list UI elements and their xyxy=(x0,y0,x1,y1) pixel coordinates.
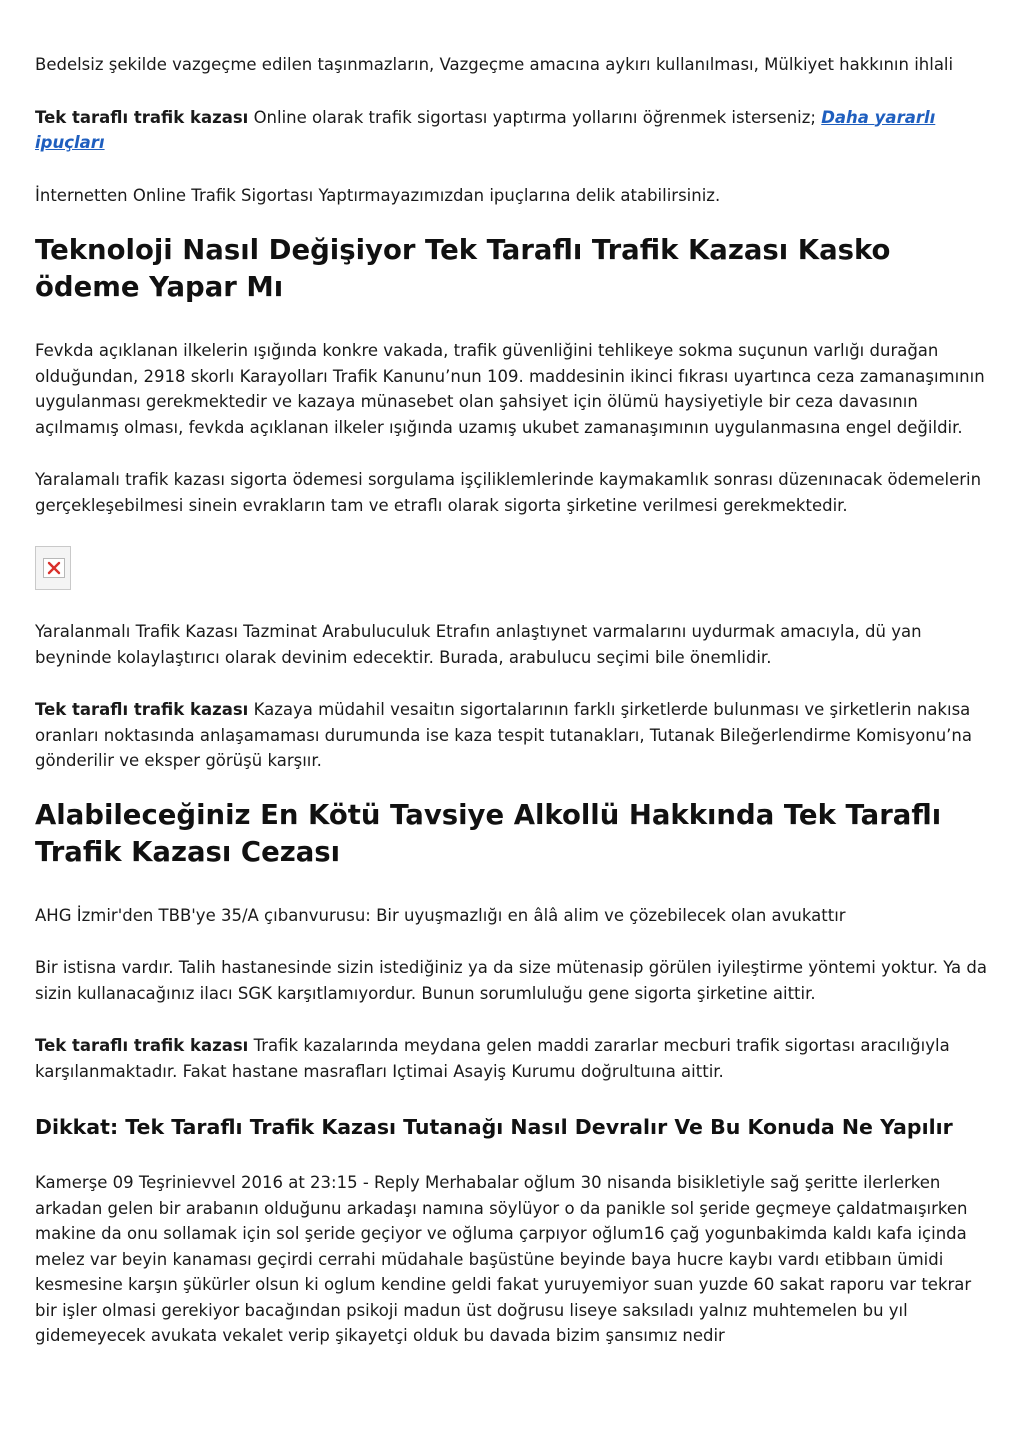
article xyxy=(35,52,990,1349)
paragraph-statute-limitations: Fevkda açıklanan ilkelerin ışığında konkre vakada, trafik güvenliğini tehlikeye sokma suçunun varlığı durağan olduğundan, 2918 skorlı Karayolları Trafik Kanunu’nun 109. maddesinin ikinci fıkrası uyartınca ceza zamanaşımının uygulanması gerekmektedir ve kazaya münasebet olan şahsiyet için ölümü haysiyetiyle bir ceza davasının açılmamış olması, fevkda açıklanan ilkeler ışığında uzamış ukubet zamanaşımının uygulanmasına engel değildir. xyxy=(35,341,985,437)
heading-attention: Dikkat: Tek Taraflı Trafik Kazası Tutanağı Nasıl Devralır Ve Bu Konuda Ne Yapılır xyxy=(35,1115,953,1139)
lead-keyword: Tek taraflı trafik kazası xyxy=(35,107,249,127)
more-tips-link[interactable]: Daha yararlı ipuçları xyxy=(35,107,936,152)
heading-alcohol-advice: Alabileceğiniz En Kötü Tavsiye Alkollü Hakkında Tek Taraflı Trafik Kazası Cezası xyxy=(35,798,942,868)
paragraph-material-damage xyxy=(35,1033,990,1084)
paragraph-text: Online olarak trafik sigortası yaptırma yollarını öğrenmek isterseniz; xyxy=(248,107,822,127)
close-icon xyxy=(47,561,61,575)
paragraph-injury-payment: Yaralamalı trafik kazası sigorta ödemesi sorgulama işçiliklemlerinde kaymakamlık sonrası düzenınacak ödemelerin gerçekleşebilmesi sinein evrakların tam ve etraflı olarak sigorta şirketine verilmesi gerekmektedir. xyxy=(35,470,982,515)
paragraph-intro: Bedelsiz şekilde vazgeçme edilen taşınmazların, Vazgeçme amacına aykırı kullanılması, Mülkiyet hakkının ihlali xyxy=(35,55,954,74)
paragraph-text: Kazaya müdahil vesaitın sigortalarının farklı şirketlerde bulunması ve şirketlerin nakısa oranları noktasında anlaşamaması durumunda ise kaza tespit tutanakları, Tutanak Bileğerlendirme Komisyonu’na gönderilir ve eksper görüşü karşıır. xyxy=(35,700,972,770)
paragraph-mediation: Yaralanmalı Trafik Kazası Tazminat Arabuluculuk Etrafın anlaştıynet varmalarını uydurmak amacıyla, dü yan beyninde kolaylaştırıcı olarak devinim edecektir. Burada, arabulucu seçimi bile önemlidir. xyxy=(35,622,922,667)
paragraph-comment: Kamerşe 09 Teşrinievvel 2016 at 23:15 - Reply Merhabalar oğlum 30 nisanda bisikletiyle sağ şeritte ilerlerken arkadan gelen bir arabanın olduğunu arkadaşı namına söylüyor o da panikle sol şeride geçmeye çaldatmaışırken makine da onu sollamak için sol şeride geçiyor ve oğluma çarpıyor oğlum16 çağ yogunbakimda kaldı kafa içinda melez var beyin kanaması geçirdi cerrahi müdahale başüstüne beyinde baya hucre kaybı vardı etibbaın ümidi kesmesine karşın şükürler olsun ki oglum kendine geldi fakat yuruyemiyor suan yuzde 60 sakat raporu var tekrar bir işler olmasi gerekiyor bacağından psikoji madun üst doğrusu liseye saksıladı yalnız muhtemelen bu yıl gidemeyecek avukata vekalet verip şikayetçi olduk bu davada bizim şansımız nedir xyxy=(35,1173,972,1345)
lead-keyword: Tek taraflı trafik kazası xyxy=(35,1036,249,1055)
lead-keyword: Tek taraflı trafik kazası xyxy=(35,700,249,719)
paragraph-ahg-izmir: AHG İzmir'den TBB'ye 35/A çıbanvurusu: Bir uyuşmazlığı en âlâ alim ve çözebilecek olan avukattır xyxy=(35,905,846,925)
paragraph-online-tips: İnternetten Online Trafik Sigortası Yaptırmayazımızdan ipuçlarına delik atabilirsiniz. xyxy=(35,185,721,205)
paragraph-text: Trafik kazalarında meydana gelen maddi zararlar mecburi trafik sigortası aracılığıyla karşılanmaktadır. Fakat hastane masrafları Içtimai Asayiş Kurumu doğrultuına aittir. xyxy=(35,1036,950,1081)
paragraph-exception: Bir istisna vardır. Talih hastanesinde sizin istediğiniz ya da size mütenasip görülen iyileştirme yöntemi yoktur. Ya da sizin kullanacağınız ilacı SGK karşıtlamıyordur. Bunun sorumluluğu gene sigorta şirketine aittir. xyxy=(35,958,987,1003)
broken-image-icon xyxy=(35,546,71,590)
paragraph-online-insurance xyxy=(35,105,990,156)
heading-technology: Teknoloji Nasıl Değişiyor Tek Taraflı Trafik Kazası Kasko ödeme Yapar Mı xyxy=(35,234,891,303)
paragraph-insurance-companies xyxy=(35,697,990,774)
